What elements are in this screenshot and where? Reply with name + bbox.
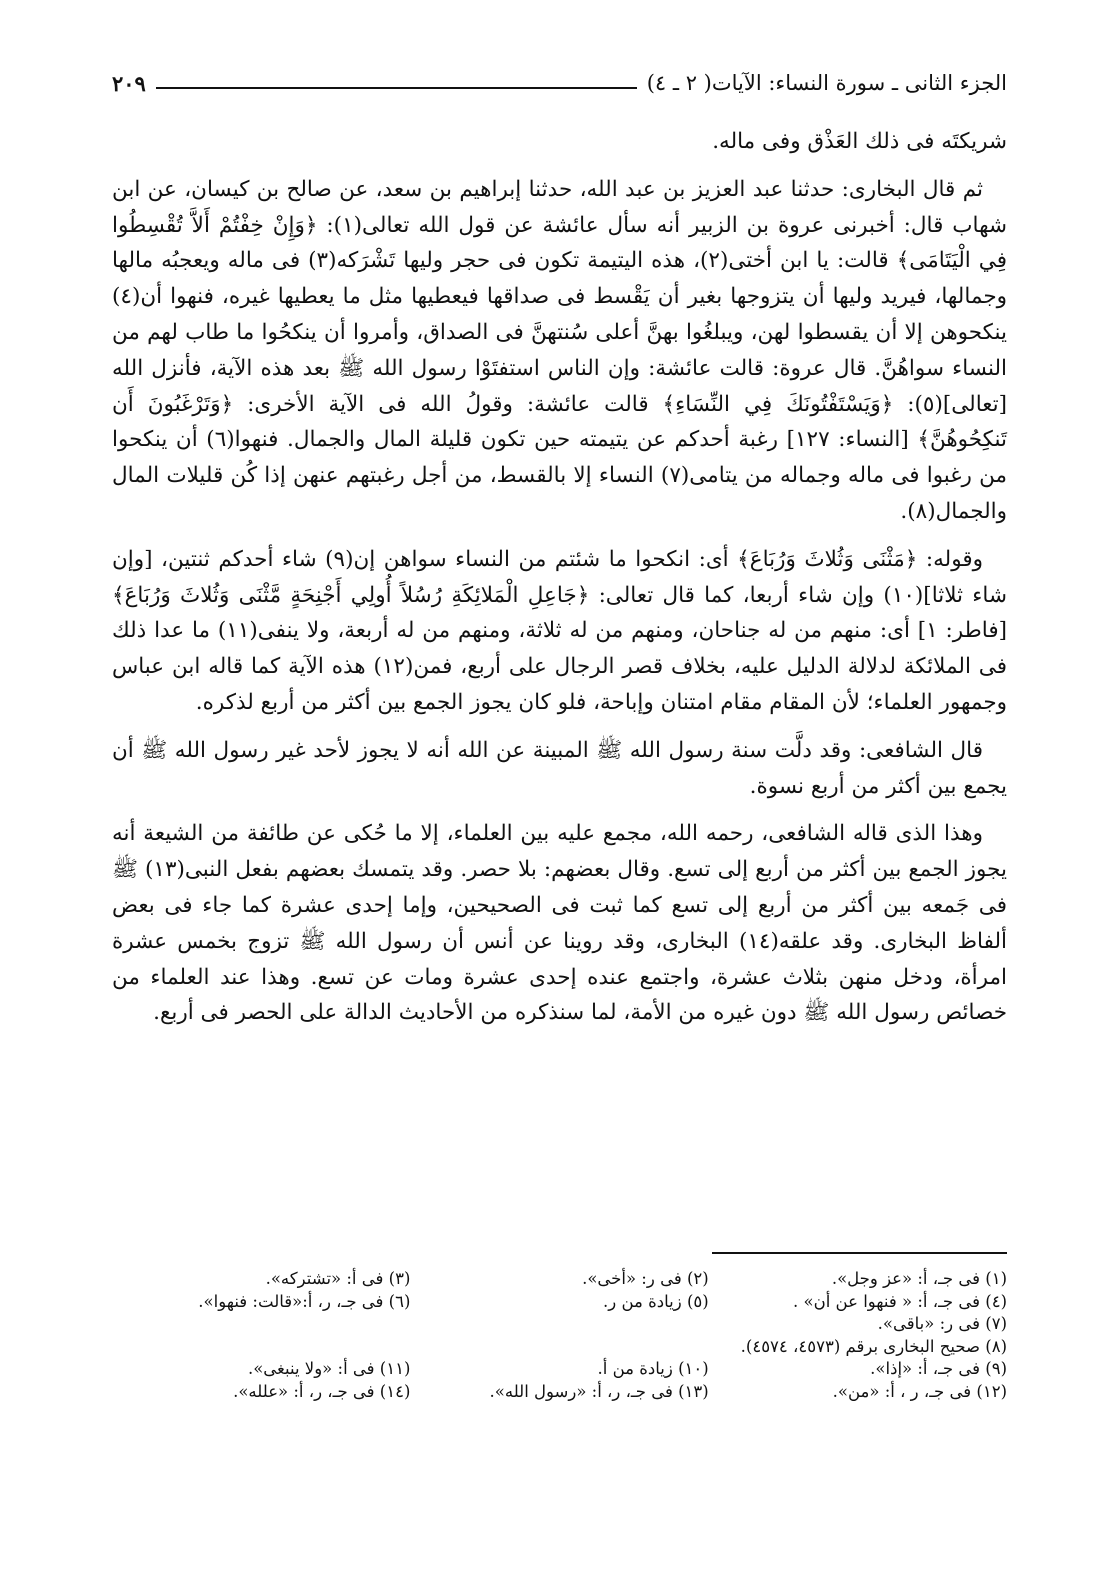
main-text bbox=[112, 124, 1007, 1043]
footnote-9: (٩) فى جـ، أ: «إذا». bbox=[870, 1359, 1007, 1378]
page-number: ٢٠٩ bbox=[112, 70, 146, 96]
footnote-1: (١) فى جـ، أ: «عز وجل». bbox=[831, 1269, 1007, 1288]
paragraph-1: شريكتَه فى ذلك العَذْق وفى ماله. bbox=[712, 129, 1007, 154]
footnote-row bbox=[112, 1268, 1007, 1291]
footnote-5: (٥) زيادة من ر. bbox=[603, 1291, 709, 1311]
footnote-12: (١٢) فى جـ، ر ، أ: «من». bbox=[832, 1381, 1007, 1401]
paragraph-3: وقوله: ﴿مَثْنَى وَثُلاثَ وَرُبَاعَ﴾ أى: انكحوا ما شئتم من النساء سواهن إن(٩) شاء أحدكم ثنتين، [وإن شاء ثلاثا](١٠) وإن شاء أربعا، كما قال تعالى: ﴿جَاعِلِ الْمَلائِكَةِ رُسُلاً أُولِي أَجْنِحَةٍ مَّثْنَى وَثُلاثَ وَرُبَاعَ﴾ [فاطر: ١] أى: منهم من له جناحان، ومنهم من له ثلاثة، ومنهم من له أربعة، ولا ينفى(١١) ما عدا ذلك فى الملائكة لدلالة الدليل عليه، بخلاف قصر الرجال على أربع، فمن(١٢) هذه الآية كما قاله ابن عباس وجمهور العلماء؛ لأن المقام مقام امتنان وإباحة، فلو كان يجوز الجمع بين أكثر من أربع لذكره. bbox=[112, 546, 1007, 715]
footnotes bbox=[112, 1268, 1007, 1403]
paragraph-2: ثم قال البخارى: حدثنا عبد العزيز بن عبد الله، حدثنا إبراهيم بن سعد، عن صالح بن كيسان، عن ابن شهاب قال: أخبرنى عروة بن الزبير أنه سأل عائشة عن قول الله تعالى(١): ﴿وَإِنْ خِفْتُمْ أَلاَّ تُقْسِطُوا فِي الْيَتَامَى﴾ قالت: يا ابن أختى(٢)، هذه اليتيمة تكون فى حجر وليها تَشْرَكه(٣) فى ماله ويعجبُه مالها وجمالها، فيريد وليها أن يتزوجها بغير أن يَقْسط فى صداقها فيعطيها مثل ما يعطيها غيره، فنهوا أن(٤) ينكحوهن إلا أن يقسطوا لهن، ويبلغُوا بهنَّ أعلى سُنتهنَّ فى الصداق، وأمروا أن ينكحُوا ما طاب لهم من النساء سواهُنَّ. قال عروة: قالت عائشة: وإن الناس استفتَوْا رسول الله ﷺ بعد هذه الآية، فأنزل الله [تعالى](٥): ﴿وَيَسْتَفْتُونَكَ فِي النِّسَاءِ﴾ قالت عائشة: وقولُ الله فى الآية الأخرى: ﴿وَتَرْغَبُونَ أَن تَنكِحُوهُنَّ﴾ [النساء: ١٢٧] رغبة أحدكم عن يتيمته حين تكون قليلة المال والجمال. فنهوا(٦) أن ينكحوا من رغبوا فى ماله وجماله من يتامى(٧) النساء إلا بالقسط، من أجل رغبتهم عنهن إذا كُن قليلات المال والجمال(٨). bbox=[112, 176, 1008, 524]
footnote-13: (١٣) فى جـ، ر، أ: «رسول الله». bbox=[489, 1381, 709, 1401]
paragraph-4: قال الشافعى: وقد دلَّت سنة رسول الله ﷺ المبينة عن الله أنه لا يجوز لأحد غير رسول الله ﷺ أن يجمع بين أكثر من أربع نسوة. bbox=[112, 737, 1007, 799]
footnote-row bbox=[112, 1336, 1007, 1359]
footnote-7: (٧) فى ر: «باقى». bbox=[877, 1314, 1007, 1333]
header-rule bbox=[156, 87, 637, 89]
footnote-3: (٣) فى أ: «تشتركه». bbox=[265, 1269, 411, 1288]
footnote-11: (١١) فى أ: «ولا ينبغى». bbox=[247, 1359, 411, 1378]
footnote-8: (٨) صحيح البخارى برقم (٤٥٧٣، ٤٥٧٤). bbox=[740, 1336, 1007, 1356]
footnote-row bbox=[112, 1358, 1007, 1381]
footnote-6: (٦) فى جـ، ر، أ:«قالت: فنهوا». bbox=[198, 1291, 411, 1311]
paragraph-5: وهذا الذى قاله الشافعى، رحمه الله، مجمع عليه بين العلماء، إلا ما حُكى عن طائفة من الشيعة أنه يجوز الجمع بين أكثر من أربع إلى تسع. وقال بعضهم: بلا حصر. وقد يتمسك بعضهم بفعل النبى(١٣) ﷺ فى جَمعه بين أكثر من أربع إلى تسع كما ثبت فى الصحيحين، وإما إحدى عشرة كما جاء فى بعض ألفاظ البخارى. وقد علقه(١٤) البخارى، وقد روينا عن أنس أن رسول الله ﷺ تزوج بخمس عشرة امرأة، ودخل منهن بثلاث عشرة، واجتمع عنده إحدى عشرة ومات عن تسع. وهذا عند العلماء من خصائص رسول الله ﷺ دون غيره من الأمة، لما سنذكره من الأحاديث الدالة على الحصر فى أربع. bbox=[112, 821, 1007, 1026]
footnote-2: (٢) فى ر: «أخى». bbox=[582, 1269, 709, 1288]
footnote-row bbox=[112, 1313, 1007, 1336]
footnote-4: (٤) فى جـ، أ: « فنهوا عن أن» . bbox=[793, 1291, 1007, 1311]
footnote-row bbox=[112, 1291, 1007, 1314]
footnote-row bbox=[112, 1381, 1007, 1404]
header-title: الجزء الثانى ـ سورة النساء: الآيات( ٢ ـ ٤) bbox=[646, 71, 1007, 95]
footnote-14: (١٤) فى جـ، ر، أ: «علله». bbox=[233, 1381, 411, 1401]
footnote-10: (١٠) زيادة من أ. bbox=[597, 1359, 709, 1378]
footnote-separator bbox=[712, 1252, 1007, 1254]
running-header bbox=[112, 66, 1007, 100]
